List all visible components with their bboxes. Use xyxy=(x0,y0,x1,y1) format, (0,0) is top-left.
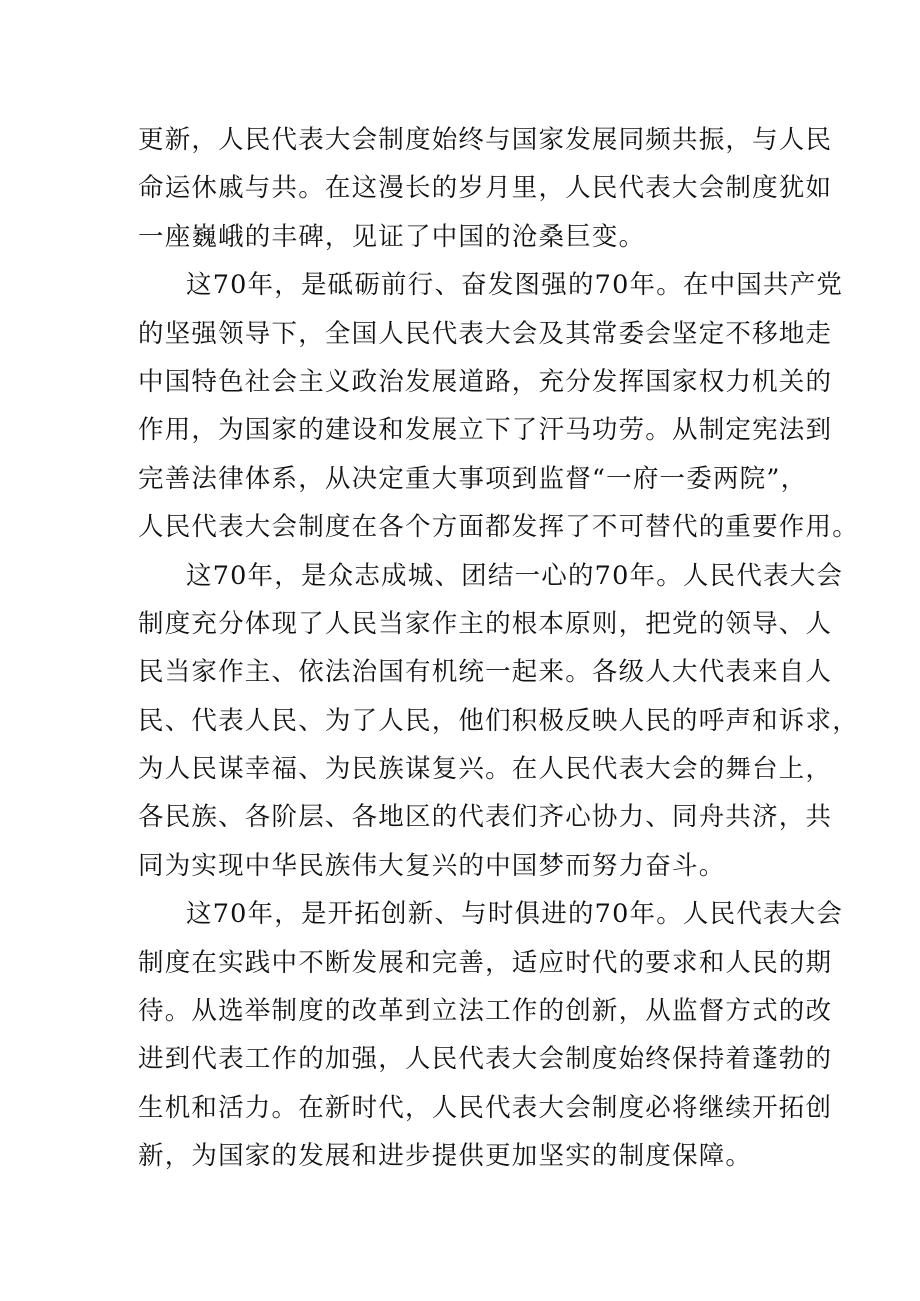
text-line: 民当家作主、依法治国有机统一起来。各级人大代表来自人 xyxy=(138,657,833,688)
text-line: 人民代表大会制度在各个方面都发挥了不可替代的重要作用。 xyxy=(138,512,859,543)
text-line: 的坚强领导下，全国人民代表大会及其常委会坚定不移地走 xyxy=(138,318,833,349)
text-line: 更新，人民代表大会制度始终与国家发展同频共振，与人民 xyxy=(138,125,833,155)
text-line: 进到代表工作的加强，人民代表大会制度始终保持着蓬勃的 xyxy=(138,1044,833,1075)
text-line: 各民族、各阶层、各地区的代表们齐心协力、同舟共济，共 xyxy=(138,802,833,833)
paragraph-first-line: 这70年，是砥砺前行、奋发图强的70年。在中国共产党 xyxy=(186,270,844,301)
paragraph-first-line: 这70年，是众志成城、团结一心的70年。人民代表大会 xyxy=(186,560,844,591)
text-line: 作用，为国家的建设和发展立下了汗马功劳。从制定宪法到 xyxy=(138,415,833,446)
text-line: 生机和活力。在新时代，人民代表大会制度必将继续开拓创 xyxy=(138,1092,833,1123)
text-line: 中国特色社会主义政治发展道路，充分发挥国家权力机关的 xyxy=(138,366,833,397)
text-line: 为人民谋幸福、为民族谋复兴。在人民代表大会的舞台上， xyxy=(138,754,833,785)
text-line: 制度在实践中不断发展和完善，适应时代的要求和人民的期 xyxy=(138,947,833,978)
text-line: 同为实现中华民族伟大复兴的中国梦而努力奋斗。 xyxy=(138,850,726,881)
text-line: 民、代表人民、为了人民，他们积极反映人民的呼声和诉求， xyxy=(138,705,859,736)
text-line: 待。从选举制度的改革到立法工作的创新，从监督方式的改 xyxy=(138,996,833,1027)
text-line: 一座巍峨的丰碑，见证了中国的沧桑巨变。 xyxy=(138,221,646,252)
text-line: 新，为国家的发展和进步提供更加坚实的制度保障。 xyxy=(138,1141,753,1172)
paragraph-first-line: 这70年，是开拓创新、与时俱进的70年。人民代表大会 xyxy=(186,899,844,930)
text-line: 完善法律体系，从决定重大事项到监督“一府一委两院”， xyxy=(138,463,808,494)
document-body xyxy=(138,116,859,1181)
text-line: 制度充分体现了人民当家作主的根本原则，把党的领导、人 xyxy=(138,608,833,639)
text-line: 命运休戚与共。在这漫长的岁月里，人民代表大会制度犹如 xyxy=(138,173,833,204)
